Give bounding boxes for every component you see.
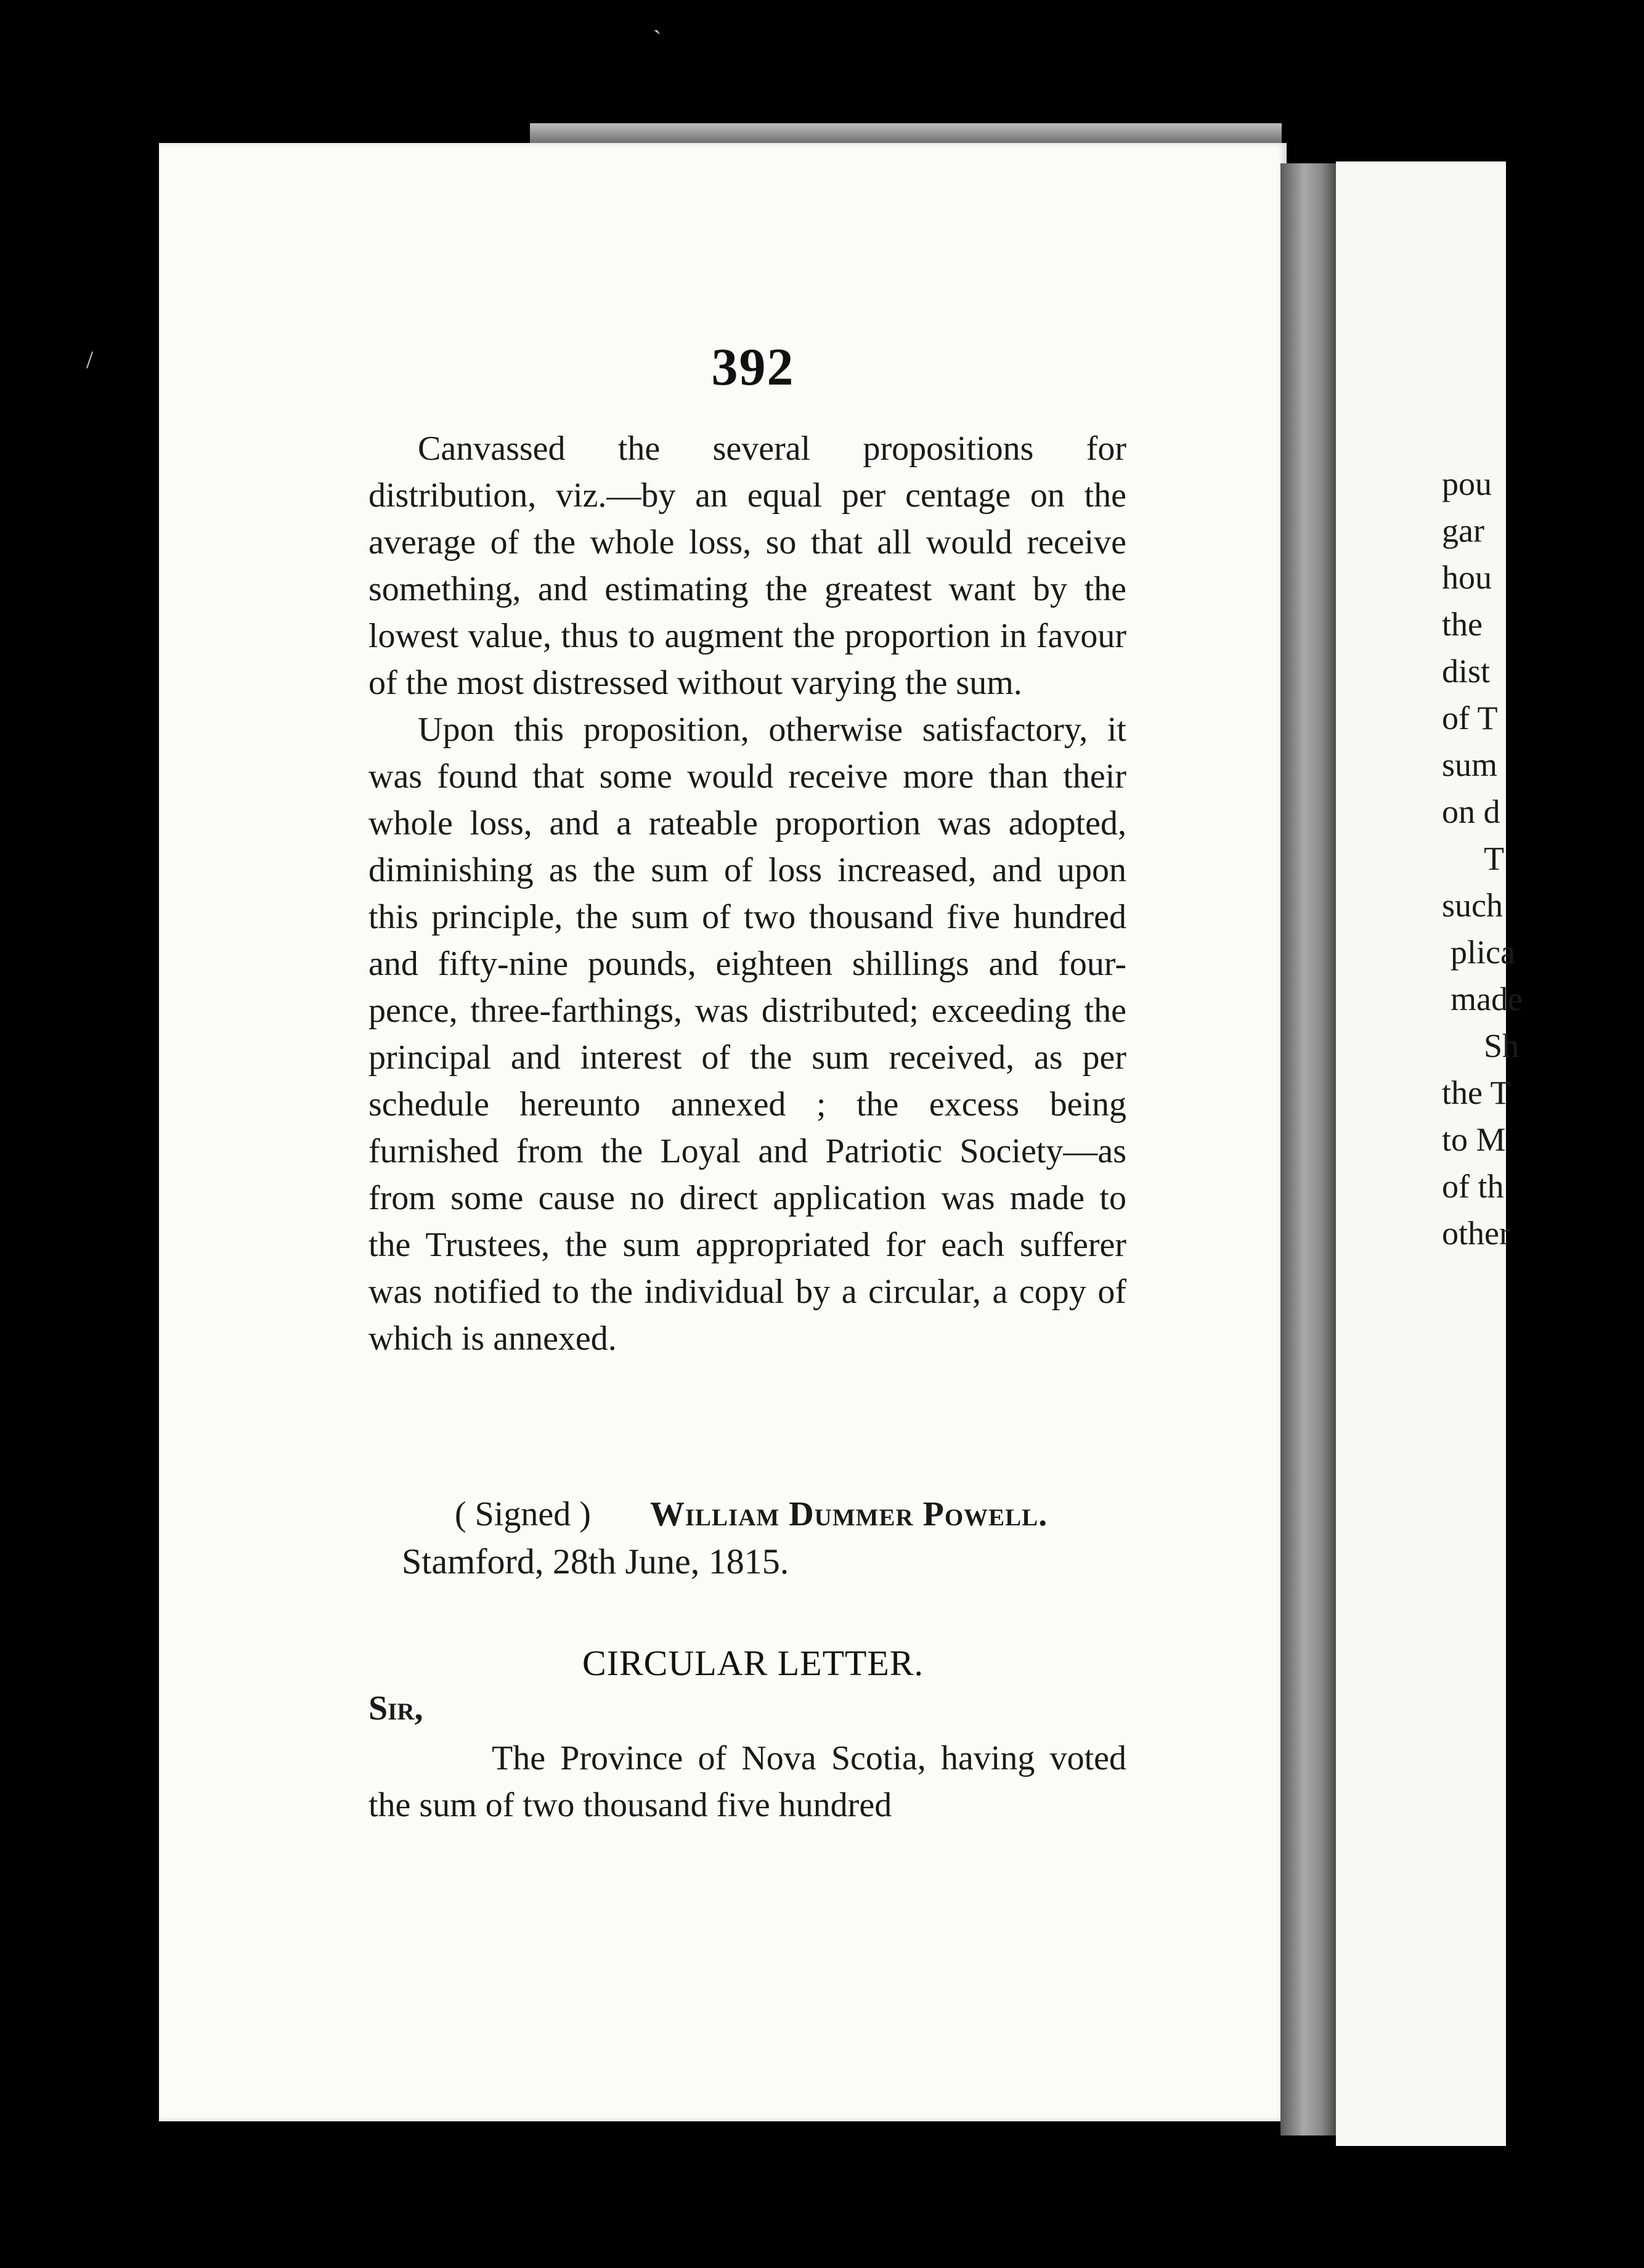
dateline: Stamford, 28th June, 1815. [402,1541,789,1581]
scan-speck: ` [653,25,662,53]
facing-line: T [1484,840,1504,877]
signatory-name: William Dummer Powell. [649,1495,1048,1533]
facing-line: sum [1442,746,1498,783]
facing-line: to M [1442,1121,1506,1158]
facing-line: Sh [1484,1027,1520,1064]
section-heading: CIRCULAR LETTER. [582,1643,924,1683]
paragraph: Canvassed the several propositions for distribution, viz.—by an equal per centage on the average of the whole loss, so that all would receive something, and estimating the greatest want by the lowest value, thus to augment the proportion in favour of the most distressed without varying the sum. [368,430,1126,702]
book-top-edge [530,123,1282,144]
scan-speck: / [86,346,94,373]
facing-line: dist [1442,653,1491,690]
facing-page [1336,161,1523,2146]
facing-line: such [1442,887,1503,924]
signature-line [455,1495,1194,1534]
facing-line: made [1451,981,1523,1018]
facing-line: other [1442,1215,1510,1252]
salutation: Sir, [368,1689,423,1728]
facing-line: on d [1442,793,1500,830]
facing-line: the T [1442,1074,1511,1111]
facing-line: of th [1442,1168,1504,1205]
book-gutter [1280,163,1339,2135]
page-number: 392 [711,337,795,396]
paragraph: Upon this proposition, otherwise satisfactory, it was found that some would receive more than their whole loss, and a rateable proportion was adopted, diminishing as the sum of loss increased, and upon this principle, the sum of two thousand five hundred and fifty-nine pounds, eighteen shillings and four-pence, three-farthings, was distributed; exceeding the principal and interest of the sum received, as per schedule hereunto annexed ; the excess being furnished from the Loyal and Patriotic Society—as from some cause no direct application was made to the Trustees, the sum appropriated for each sufferer was notified to the individual by a circular, a copy of which is annexed. [368,711,1126,1358]
facing-line: hou [1442,559,1492,596]
facing-line: gar [1442,512,1484,549]
facing-line: plica [1451,934,1515,971]
facing-line: the [1442,606,1483,643]
letter-text: The Province of Nova Scotia, having voted the sum of two thousand five hundred [368,1739,1126,1824]
signed-label: ( Signed ) [455,1495,591,1533]
facing-line: of T [1442,700,1498,736]
body-text [368,425,1126,1362]
facing-line: pou [1442,465,1492,502]
